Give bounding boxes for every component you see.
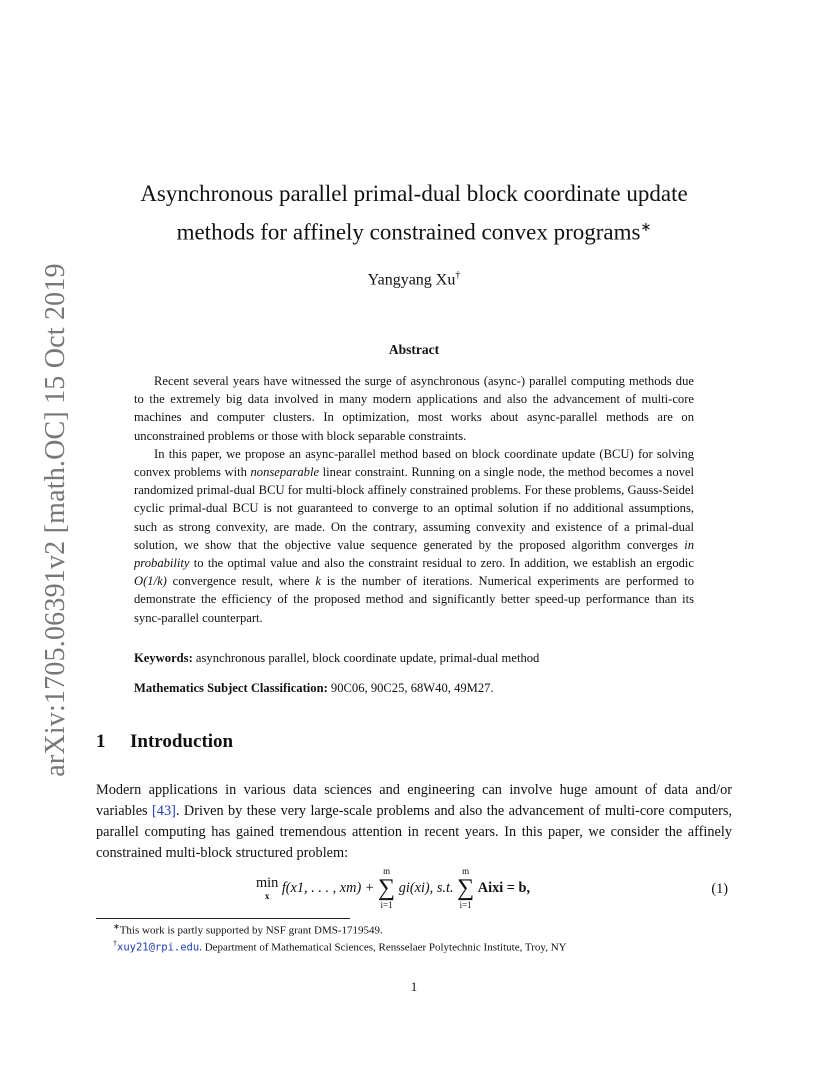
section-number: 1: [96, 731, 106, 752]
footnote-2: [113, 939, 733, 954]
abstract-paragraph-2: In this paper, we propose an async-parallel method based on block coordinate update (BCU) for solving convex problems with nonseparable linear constraint. Running on a single node, the method becomes a novel randomized primal-dual BCU for multi-block affinely constrained problems. For these problems, Gauss-Seidel cyclic primal-dual BCU is not guaranteed to converge to an optimal solution if no additional assumptions, such as strong convexity, are made. On the contrary, assuming convexity and existence of a primal-dual solution, we show that the objective value sequence generated by the proposed algorithm converges in probability to the optimal value and also the constraint residual to zero. In addition, we establish an ergodic O(1/k) convergence result, where k is the number of iterations. Numerical experiments are performed to demonstrate the efficiency of the proposed method and significantly better speed-up performance than its sync-parallel counterpart.: [134, 446, 694, 625]
objective-f: f(x1, . . . , xm) +: [281, 879, 375, 896]
author: [110, 270, 718, 289]
abstract-paragraph-1: Recent several years have witnessed the surge of asynchronous (async-) parallel computing methods due to the extremely big data involved in many modern applications and also the advancement of multi-core machines and computer clusters. In optimization, most works about async-parallel methods are on unconstrained problems or those with block separable constraints.: [134, 374, 694, 443]
footnote-1: [113, 922, 733, 937]
footnote-divider: [96, 918, 350, 919]
emphasis-nonseparable: nonseparable: [250, 465, 320, 480]
footnote-2-text: . Department of Mathematical Sciences, Rensselaer Polytechnic Institute, Troy, NY: [199, 941, 567, 954]
arxiv-identifier-stamp: arXiv:1705.06391v2 [math.OC] 15 Oct 2019: [40, 263, 71, 777]
title-line-1: Asynchronous parallel primal-dual block coordinate update: [140, 181, 688, 206]
keywords-label: Keywords:: [134, 651, 193, 665]
abstract-heading: Abstract: [388, 342, 440, 357]
constraint: Aixi = b,: [477, 879, 531, 896]
title-line-2: methods for affinely constrained convex programs: [176, 219, 641, 245]
footnote-2-mark: †: [113, 939, 117, 948]
keywords-text: asynchronous parallel, block coordinate update, primal-dual method: [192, 651, 540, 665]
title-footnote-mark: ∗: [640, 219, 652, 234]
footnote-1-text: This work is partly supported by NSF grant DMS-1719549.: [119, 924, 383, 937]
footnote-1-mark: ∗: [113, 922, 120, 931]
sum-operator-2: m ∑ i=1: [457, 866, 475, 910]
section-heading-introduction: [96, 731, 233, 753]
page-number: 1: [410, 979, 418, 994]
msc-label: Mathematics Subject Classification:: [134, 681, 328, 695]
objective-g: gi(xi), s.t.: [398, 879, 454, 896]
author-email-link[interactable]: xuy21@rpi.edu: [117, 941, 200, 954]
author-name: Yangyang Xu: [367, 271, 456, 289]
emphasis-in-probability: in probability: [134, 537, 694, 571]
section-title: Introduction: [130, 731, 234, 752]
msc-line: [134, 681, 694, 696]
equation-1: [96, 866, 732, 916]
msc-text: 90C06, 90C25, 68W40, 49M27.: [327, 681, 494, 695]
keywords-line: [134, 651, 694, 666]
paper-title: [110, 177, 718, 249]
math-complexity: O(1/k): [134, 574, 167, 589]
equation-body: [256, 866, 530, 916]
math-k: k: [315, 574, 321, 589]
abstract-body: [134, 372, 694, 627]
citation-link-43[interactable]: [43]: [152, 803, 176, 819]
min-operator: min x: [256, 875, 279, 901]
sum-operator-1: m ∑ i=1: [378, 866, 396, 910]
equation-number: (1): [711, 881, 728, 897]
author-footnote-mark: †: [455, 270, 461, 281]
introduction-paragraph: Modern applications in various data sciences and engineering can involve huge amount of data and/or variables [43]. Driven by these very large-scale problems and also the advancement of multi-core computers, parallel computing has gained tremendous attention in recent years. In this paper, we consider the affinely constrained multi-block structured problem:: [96, 782, 732, 861]
